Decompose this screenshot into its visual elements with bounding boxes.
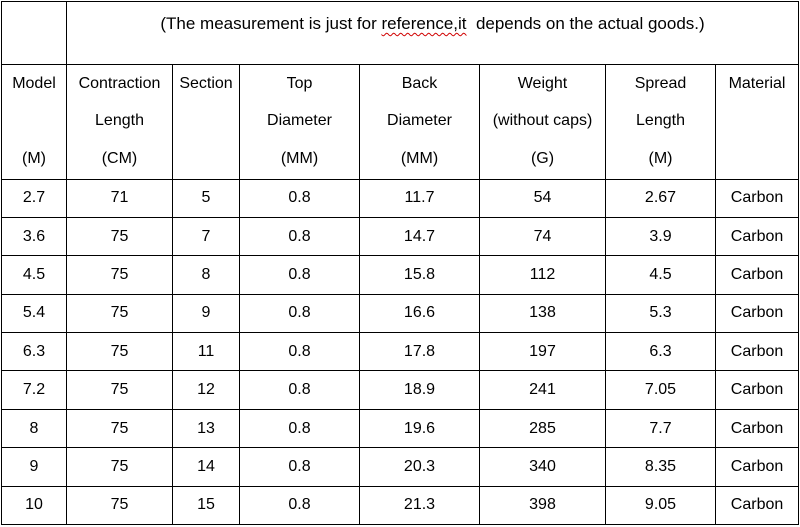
header-row-2 xyxy=(2,102,799,139)
cell-spread-length: 3.9 xyxy=(606,218,716,256)
cell-material: Carbon xyxy=(716,333,799,371)
cell-section: 14 xyxy=(173,448,240,486)
cell-spread-length: 7.7 xyxy=(606,409,716,447)
cell-weight: 112 xyxy=(480,256,606,294)
note-spellcheck-word: reference,it xyxy=(381,14,467,33)
header-contraction: Contraction xyxy=(67,64,173,102)
cell-top-diameter: 0.8 xyxy=(240,218,360,256)
cell-material: Carbon xyxy=(716,256,799,294)
cell-model: 5.4 xyxy=(2,294,67,332)
cell-material: Carbon xyxy=(716,409,799,447)
unit-back: (MM) xyxy=(360,140,480,179)
header-section-line2 xyxy=(173,102,240,139)
cell-contraction-length: 75 xyxy=(67,333,173,371)
table-row xyxy=(2,371,799,409)
cell-top-diameter: 0.8 xyxy=(240,179,360,217)
note-row xyxy=(2,2,799,65)
cell-weight: 340 xyxy=(480,448,606,486)
unit-material xyxy=(716,140,799,179)
cell-weight: 54 xyxy=(480,179,606,217)
spec-table xyxy=(1,1,799,525)
cell-back-diameter: 15.8 xyxy=(360,256,480,294)
cell-contraction-length: 75 xyxy=(67,448,173,486)
cell-weight: 74 xyxy=(480,218,606,256)
unit-section xyxy=(173,140,240,179)
cell-material: Carbon xyxy=(716,371,799,409)
cell-back-diameter: 16.6 xyxy=(360,294,480,332)
table-row xyxy=(2,486,799,524)
cell-spread-length: 9.05 xyxy=(606,486,716,524)
cell-model: 4.5 xyxy=(2,256,67,294)
cell-back-diameter: 19.6 xyxy=(360,409,480,447)
cell-back-diameter: 20.3 xyxy=(360,448,480,486)
header-unit-row xyxy=(2,140,799,179)
table-row xyxy=(2,179,799,217)
cell-material: Carbon xyxy=(716,294,799,332)
cell-top-diameter: 0.8 xyxy=(240,256,360,294)
header-top: Top xyxy=(240,64,360,102)
header-model: Model xyxy=(2,64,67,102)
table-row xyxy=(2,256,799,294)
header-material-line2 xyxy=(716,102,799,139)
cell-model: 10 xyxy=(2,486,67,524)
cell-top-diameter: 0.8 xyxy=(240,294,360,332)
cell-section: 13 xyxy=(173,409,240,447)
cell-contraction-length: 75 xyxy=(67,371,173,409)
cell-section: 11 xyxy=(173,333,240,371)
cell-material: Carbon xyxy=(716,218,799,256)
header-contraction-line2: Length xyxy=(67,102,173,139)
header-model-line2 xyxy=(2,102,67,139)
cell-material: Carbon xyxy=(716,448,799,486)
cell-contraction-length: 75 xyxy=(67,256,173,294)
unit-weight: (G) xyxy=(480,140,606,179)
cell-contraction-length: 75 xyxy=(67,294,173,332)
cell-spread-length: 2.67 xyxy=(606,179,716,217)
cell-back-diameter: 11.7 xyxy=(360,179,480,217)
cell-weight: 197 xyxy=(480,333,606,371)
cell-model: 9 xyxy=(2,448,67,486)
table-row xyxy=(2,448,799,486)
note-text-end: depends on the actual goods.) xyxy=(466,14,705,33)
cell-weight: 398 xyxy=(480,486,606,524)
cell-material: Carbon xyxy=(716,486,799,524)
header-section: Section xyxy=(173,64,240,102)
cell-contraction-length: 75 xyxy=(67,409,173,447)
header-spread: Spread xyxy=(606,64,716,102)
cell-contraction-length: 75 xyxy=(67,486,173,524)
table-row xyxy=(2,409,799,447)
table-row xyxy=(2,333,799,371)
unit-contraction: (CM) xyxy=(67,140,173,179)
note-text-start: (The measurement is just for xyxy=(160,14,382,33)
cell-weight: 138 xyxy=(480,294,606,332)
cell-weight: 285 xyxy=(480,409,606,447)
header-top-line2: Diameter xyxy=(240,102,360,139)
header-spread-line2: Length xyxy=(606,102,716,139)
cell-back-diameter: 18.9 xyxy=(360,371,480,409)
cell-section: 5 xyxy=(173,179,240,217)
blank-corner-cell xyxy=(2,2,67,65)
cell-spread-length: 4.5 xyxy=(606,256,716,294)
header-row-1 xyxy=(2,64,799,102)
header-back: Back xyxy=(360,64,480,102)
measurement-note xyxy=(67,2,799,65)
cell-section: 7 xyxy=(173,218,240,256)
cell-contraction-length: 71 xyxy=(67,179,173,217)
cell-material: Carbon xyxy=(716,179,799,217)
cell-back-diameter: 17.8 xyxy=(360,333,480,371)
cell-spread-length: 6.3 xyxy=(606,333,716,371)
cell-model: 7.2 xyxy=(2,371,67,409)
cell-spread-length: 7.05 xyxy=(606,371,716,409)
cell-model: 8 xyxy=(2,409,67,447)
cell-model: 2.7 xyxy=(2,179,67,217)
header-weight-line2: (without caps) xyxy=(480,102,606,139)
header-material: Material xyxy=(716,64,799,102)
cell-section: 9 xyxy=(173,294,240,332)
header-back-line2: Diameter xyxy=(360,102,480,139)
cell-model: 3.6 xyxy=(2,218,67,256)
unit-top: (MM) xyxy=(240,140,360,179)
cell-top-diameter: 0.8 xyxy=(240,486,360,524)
cell-weight: 241 xyxy=(480,371,606,409)
table-row xyxy=(2,218,799,256)
cell-spread-length: 8.35 xyxy=(606,448,716,486)
cell-spread-length: 5.3 xyxy=(606,294,716,332)
cell-top-diameter: 0.8 xyxy=(240,448,360,486)
cell-top-diameter: 0.8 xyxy=(240,371,360,409)
cell-back-diameter: 14.7 xyxy=(360,218,480,256)
header-weight: Weight xyxy=(480,64,606,102)
cell-model: 6.3 xyxy=(2,333,67,371)
cell-section: 15 xyxy=(173,486,240,524)
cell-contraction-length: 75 xyxy=(67,218,173,256)
cell-back-diameter: 21.3 xyxy=(360,486,480,524)
unit-spread: (M) xyxy=(606,140,716,179)
unit-model: (M) xyxy=(2,140,67,179)
cell-top-diameter: 0.8 xyxy=(240,409,360,447)
cell-section: 8 xyxy=(173,256,240,294)
cell-section: 12 xyxy=(173,371,240,409)
table-row xyxy=(2,294,799,332)
cell-top-diameter: 0.8 xyxy=(240,333,360,371)
